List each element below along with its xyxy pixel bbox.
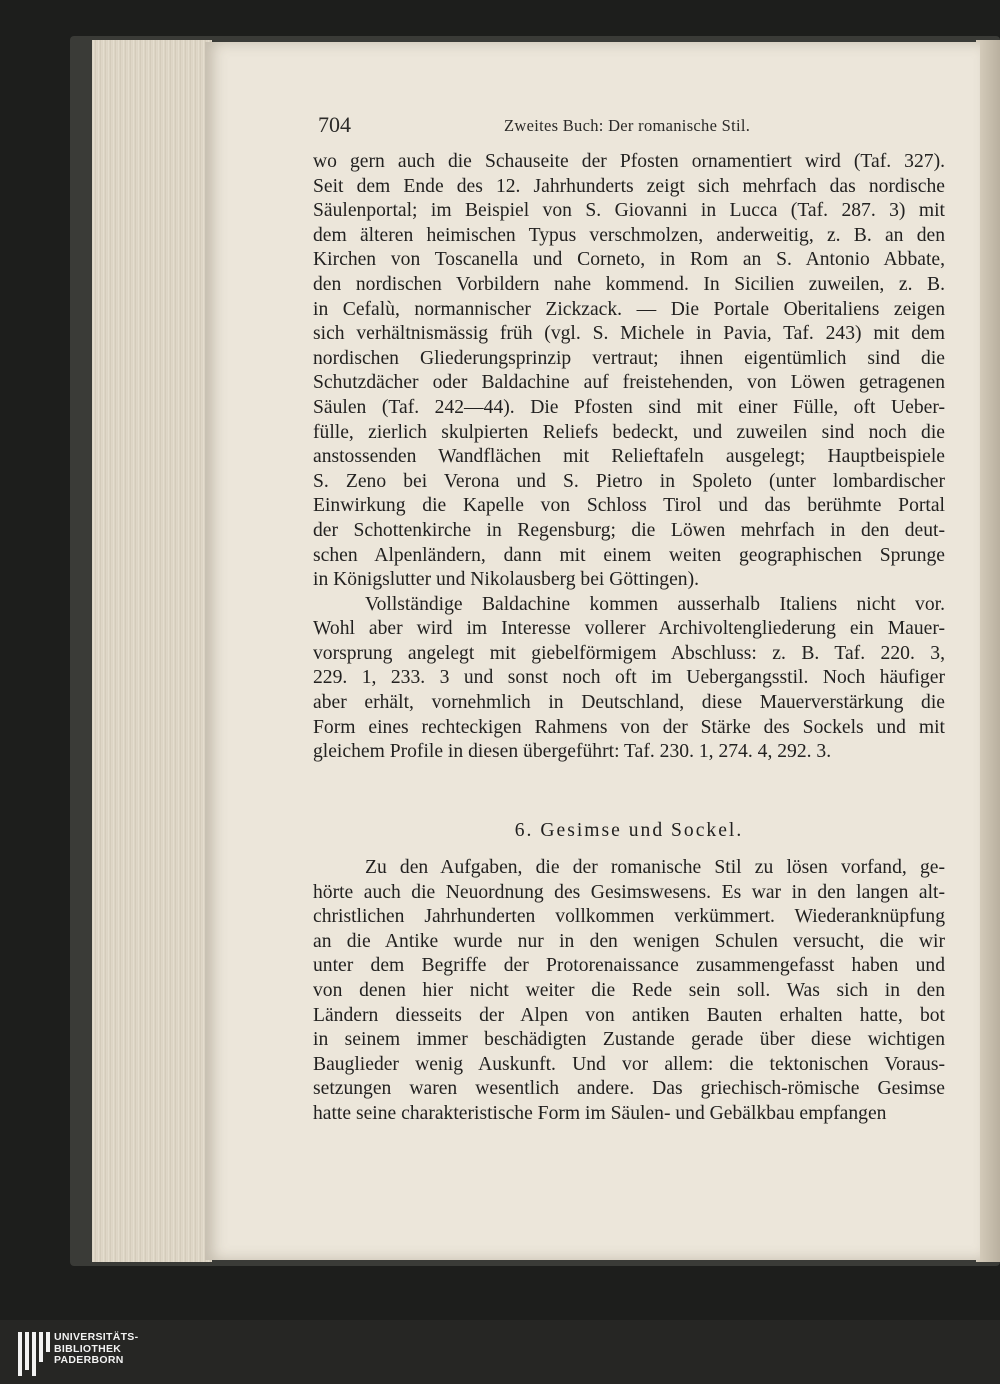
text-line: Zu den Aufgaben, die der romanische Stil zu lösen vorfand, ge-: [365, 857, 945, 878]
text-line: anstossenden Wandflächen mit Relieftafeln ausgelegt; Hauptbeispiele: [313, 446, 945, 468]
running-head: Zweites Buch: Der romanische Stil.: [504, 116, 751, 135]
text-line: christlichen Jahrhunderten vollkommen verkümmert. Wiederanknüpfung: [313, 906, 945, 928]
page-number: 704: [318, 112, 351, 137]
text-line: Säulenportal; im Beispiel von S. Giovanni in Lucca (Taf. 287. 3) mit: [313, 200, 945, 222]
text-line: den nordischen Vorbildern nahe kommend. In Sicilien zuweilen, z. B.: [313, 273, 945, 295]
text-line: Form eines rechteckigen Rahmens von der Stärke des Sockels und mit: [313, 716, 945, 738]
text-line: in Königslutter und Nikolausberg bei Göttingen).: [313, 569, 700, 591]
paragraph-3: [313, 856, 945, 1127]
text-line: Einwirkung die Kapelle von Schloss Tirol und das berühmte Portal: [313, 495, 945, 517]
text-line: 229. 1, 233. 3 und sonst noch oft im Uebergangsstil. Noch häufiger: [313, 667, 945, 689]
text-line: unter dem Begriffe der Protorenaissance zusammengefasst haben und: [313, 955, 945, 977]
text-line: nordischen Gliederungsprinzip vertraut; ihnen eigentümlich sind die: [313, 347, 945, 369]
logo-line-1: UNIVERSITÄTS-: [54, 1331, 139, 1343]
text-line: Schutzdächer oder Baldachine auf freistehenden, von Löwen getragenen: [313, 372, 945, 394]
text-block-lower: [313, 856, 945, 1127]
text-line: in seinem immer beschädigten Zustande gerade über diese wichtigen: [313, 1029, 945, 1051]
logo-line-3: PADERBORN: [54, 1354, 124, 1366]
paragraph-1: [313, 150, 945, 593]
text-line: sich verhältnismässig früh (vgl. S. Michele in Pavia, Taf. 243) mit dem: [313, 323, 945, 345]
page-header: [318, 112, 948, 142]
text-line: Ländern diesseits der Alpen von antiken Bauten erhalten hatte, bot: [313, 1004, 945, 1026]
text-line: hatte seine charakteristische Form im Säulen- und Gebälkbau empfangen: [313, 1102, 887, 1124]
text-line: Vollständige Baldachine kommen ausserhalb Italiens nicht vor.: [365, 593, 945, 615]
text-line: gleichem Profile in diesen übergeführt: Taf. 230. 1, 274. 4, 292. 3.: [313, 741, 832, 763]
paragraph-2: [313, 593, 945, 765]
text-line: Säulen (Taf. 242—44). Die Pfosten sind mit einer Fülle, oft Ueber-: [313, 396, 945, 418]
text-line: S. Zeno bei Verona und S. Pietro in Spoleto (unter lombardischer: [313, 470, 945, 492]
text-line: fülle, zierlich skulpierten Reliefs bedeckt, und zuweilen sind noch die: [313, 421, 945, 443]
text-line: Seit dem Ende des 12. Jahrhunderts zeigt sich mehrfach das nordische: [313, 175, 945, 197]
text-line: dem älteren heimischen Typus verschmolzen, anderweitig, z. B. an den: [313, 224, 945, 246]
section-heading: 6. Gesimse und Sockel.: [514, 820, 744, 841]
page-edges: [92, 40, 212, 1262]
library-logo: [18, 1332, 158, 1378]
text-line: an die Antike wurde nur in den wenigen Schulen versucht, die wir: [313, 930, 945, 952]
text-line: hörte auch die Neuordnung des Gesimswesens. Es war in den langen alt-: [313, 881, 945, 903]
logo-line-2: BIBLIOTHEK: [54, 1342, 122, 1355]
logo-text: [54, 1332, 138, 1367]
text-line: Kirchen von Toscanella und Corneto, in Rom an S. Antonio Abbate,: [313, 249, 945, 271]
text-line: Wohl aber wird im Interesse vollerer Archivoltengliederung ein Mauer-: [313, 618, 945, 640]
text-line: wo gern auch die Schauseite der Pfosten ornamentiert wird (Taf. 327).: [313, 151, 945, 172]
text-line: aber erhält, vornehmlich in Deutschland, diese Mauerverstärkung die: [313, 692, 945, 714]
text-line: setzungen waren wesentlich andere. Das griechisch-römische Gesimse: [313, 1078, 945, 1100]
text-line: Bauglieder wenig Auskunft. Und vor allem: die tektonischen Voraus-: [313, 1053, 945, 1075]
text-line: schen Alpenländern, dann mit einem weiten geographischen Sprunge: [313, 544, 945, 566]
text-line: der Schottenkirche in Regensburg; die Löwen mehrfach in den deut-: [313, 519, 945, 541]
text-line: in Cefalù, normannischer Zickzack. — Die Portale Oberitaliens zeigen: [313, 298, 945, 320]
text-line: von denen hier nicht weiter die Rede sein soll. Was sich in den: [313, 979, 945, 1001]
text-line: vorsprung angelegt mit giebelförmigem Abschluss: z. B. Taf. 220. 3,: [313, 642, 945, 664]
logo-bars-icon: [18, 1332, 52, 1376]
text-block-upper: [313, 150, 945, 765]
